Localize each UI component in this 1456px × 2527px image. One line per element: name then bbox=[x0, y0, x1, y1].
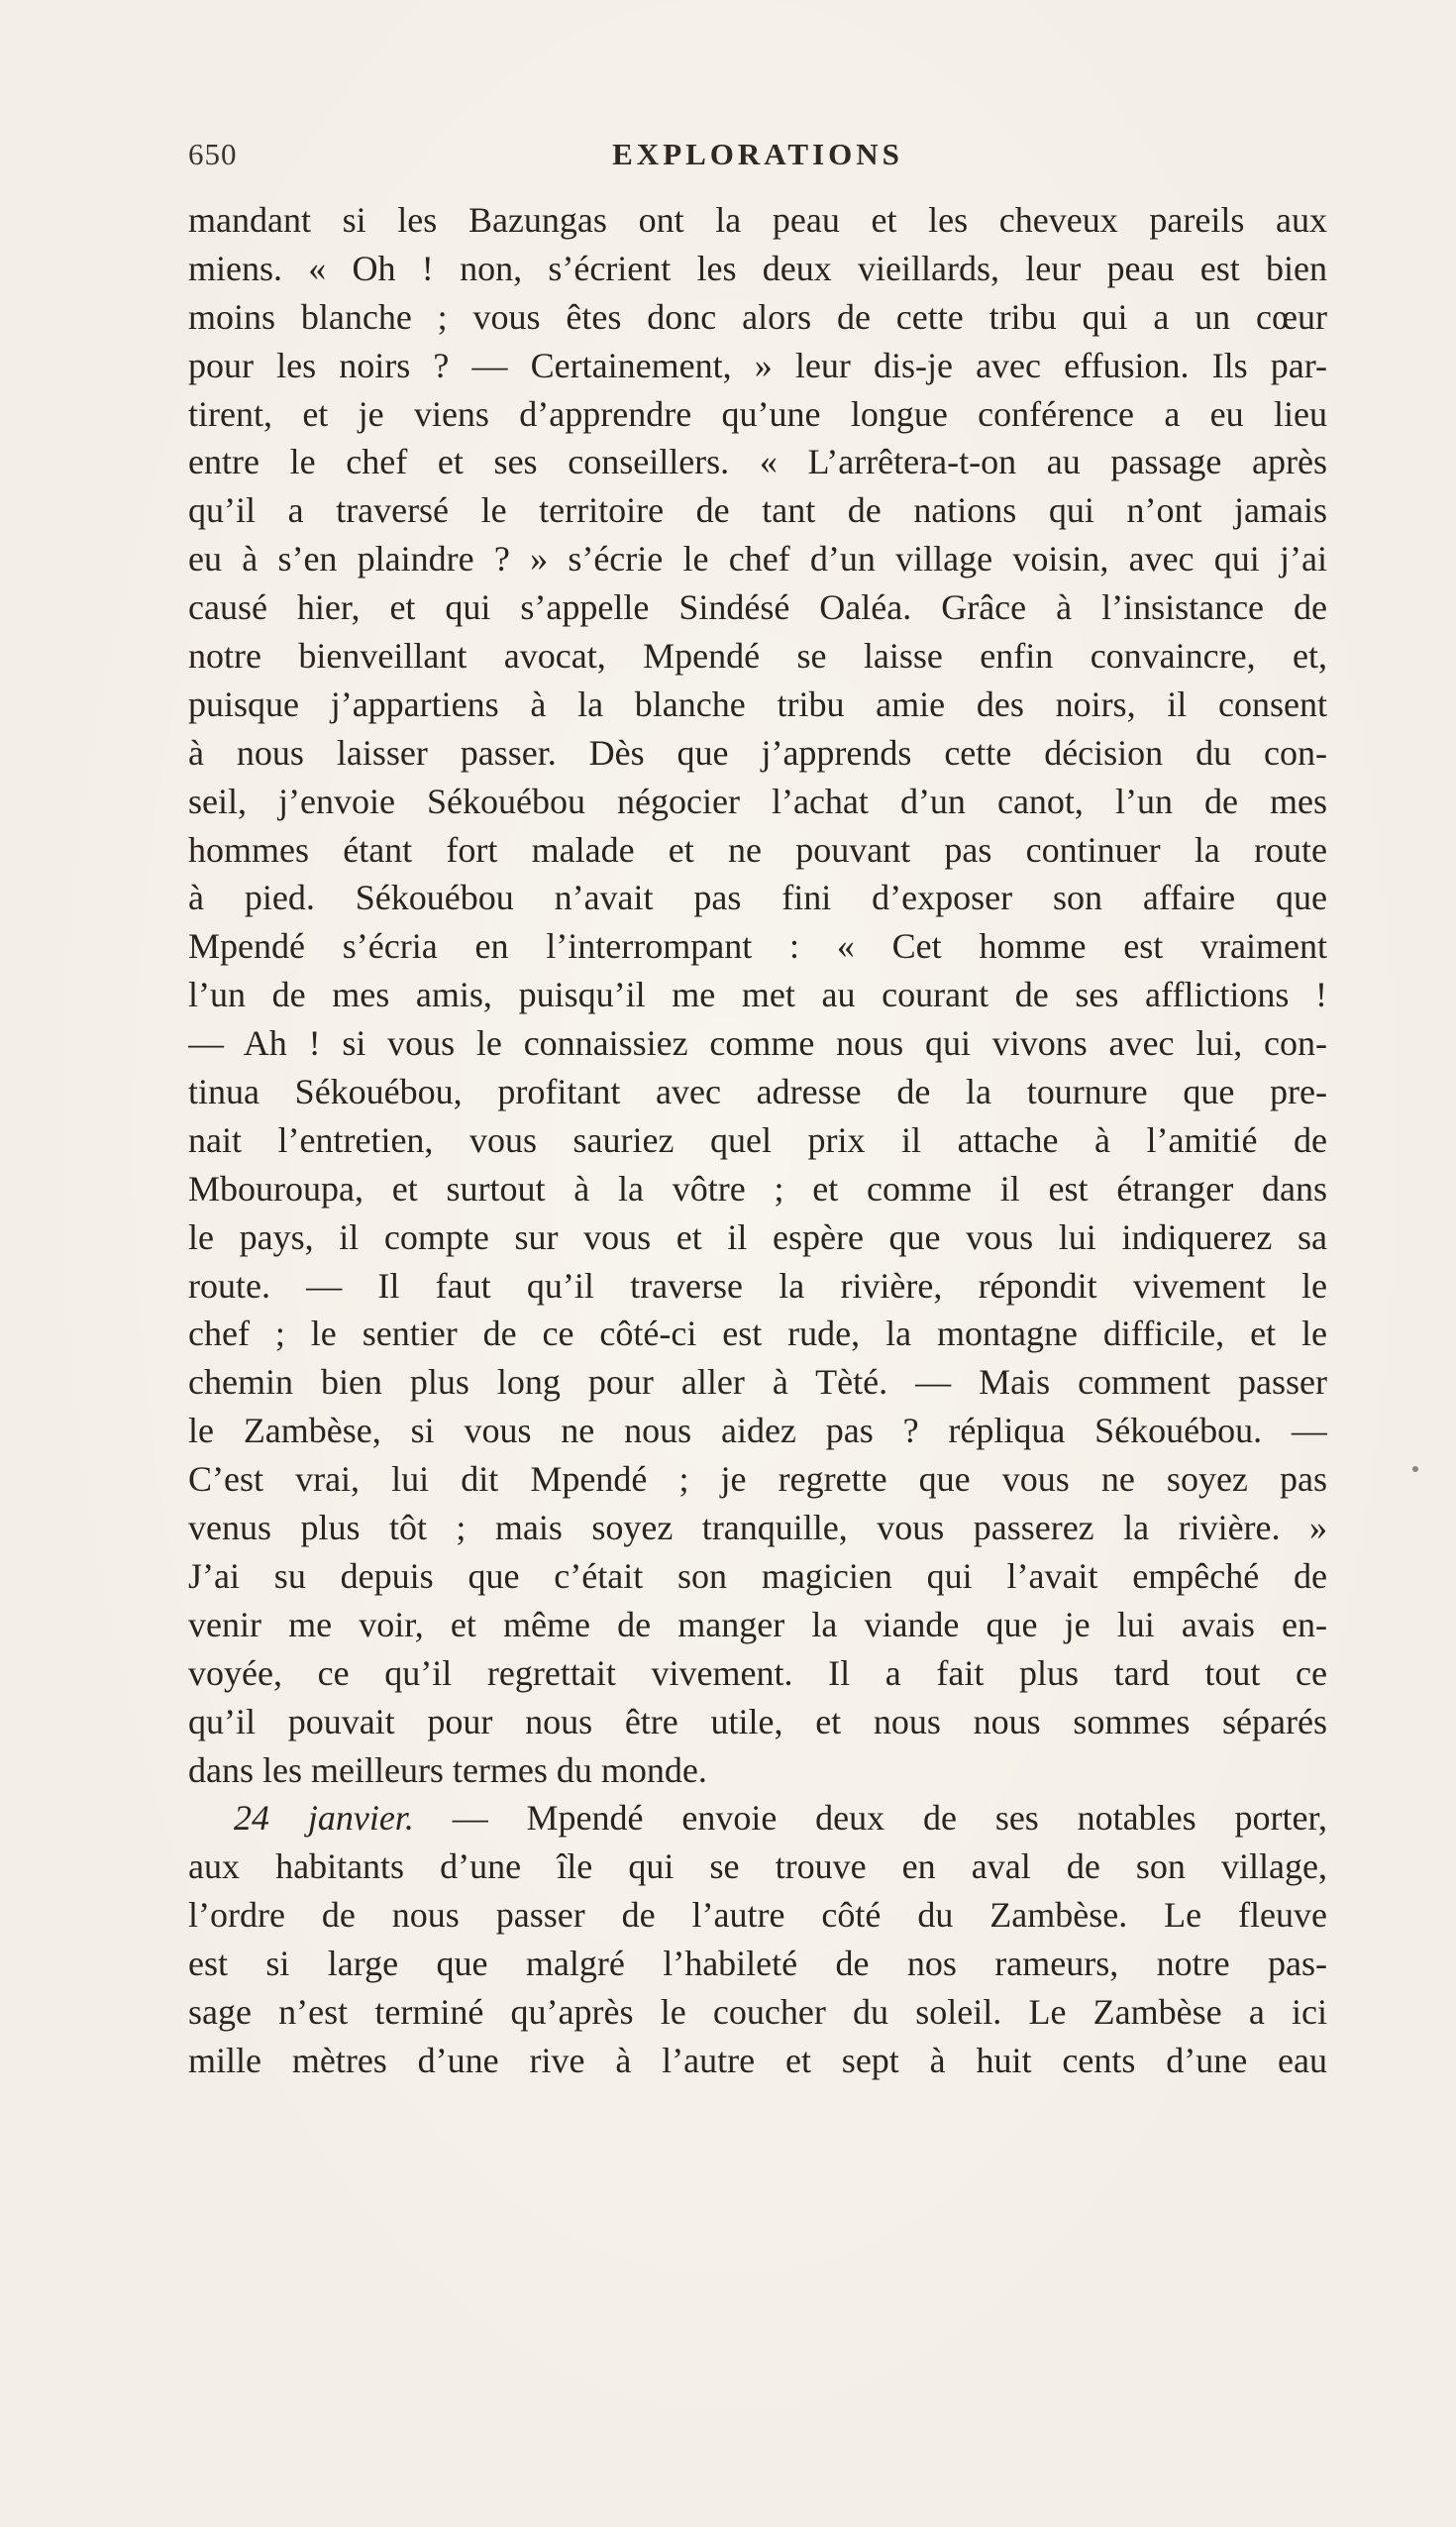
page-header bbox=[188, 137, 1327, 184]
text-line: à pied. Sékouébou n’avait pas fini d’exposer son affaire que bbox=[188, 878, 1327, 918]
text-line: à nous laisser passer. Dès que j’apprends cette décision du con- bbox=[188, 732, 1327, 773]
text-line: tinua Sékouébou, profitant avec adresse de la tournure que pre- bbox=[188, 1072, 1327, 1112]
text-line: dans les meilleurs termes du monde. bbox=[188, 1749, 707, 1790]
text-line: venir me voir, et même de manger la viande que je lui avais en- bbox=[188, 1604, 1327, 1644]
text-line: aux habitants d’une île qui se trouve en aval de son village, bbox=[188, 1846, 1327, 1887]
text-line: l’un de mes amis, puisqu’il me met au courant de ses afflictions ! bbox=[188, 975, 1327, 1015]
text-line: moins blanche ; vous êtes donc alors de cette tribu qui a un cœur bbox=[188, 296, 1327, 337]
text-line: venus plus tôt ; mais soyez tranquille, vous passerez la rivière. » bbox=[188, 1508, 1327, 1548]
paragraph-2 bbox=[188, 1794, 1327, 2084]
text-line: voyée, ce qu’il regrettait vivement. Il a fait plus tard tout ce bbox=[188, 1652, 1327, 1693]
text-line: Mpendé s’écria en l’interrompant : « Cet homme est vraiment bbox=[188, 926, 1327, 967]
text-line: tirent, et je viens d’apprendre qu’une longue conférence a eu lieu bbox=[188, 393, 1327, 434]
page-number: 650 bbox=[188, 137, 238, 171]
text-line: miens. « Oh ! non, s’écrient les deux vieillards, leur peau est bien bbox=[188, 248, 1327, 288]
text-line: route. — Il faut qu’il traverse la rivière, répondit vivement le bbox=[188, 1265, 1327, 1306]
text-line bbox=[188, 1794, 1327, 1843]
text-line: le pays, il compte sur vous et il espère que vous lui indiquerez sa bbox=[188, 1216, 1327, 1257]
running-head: EXPLORATIONS bbox=[612, 137, 903, 171]
text-line: C’est vrai, lui dit Mpendé ; je regrette que vous ne soyez pas bbox=[188, 1459, 1327, 1500]
text-line: causé hier, et qui s’appelle Sindésé Oaléa. Grâce à l’insistance de bbox=[188, 587, 1327, 628]
text-line: sage n’est terminé qu’après le coucher du soleil. Le Zambèse a ici bbox=[188, 1991, 1327, 2032]
text-line: nait l’entretien, vous sauriez quel prix il attache à l’amitié de bbox=[188, 1119, 1327, 1160]
paragraph-1 bbox=[188, 196, 1327, 1794]
text-line: chef ; le sentier de ce côté-ci est rude, la montagne difficile, et le bbox=[188, 1314, 1327, 1354]
text-line: qu’il pouvait pour nous être utile, et nous nous sommes séparés bbox=[188, 1701, 1327, 1741]
margin-speck bbox=[1412, 1466, 1418, 1472]
text-line: mandant si les Bazungas ont la peau et les cheveux pareils aux bbox=[188, 200, 1327, 240]
body-text bbox=[188, 196, 1327, 2085]
text-line: J’ai su depuis que c’était son magicien qui l’avait empêché de bbox=[188, 1555, 1327, 1596]
text-line: Mbouroupa, et surtout à la vôtre ; et comme il est étranger dans bbox=[188, 1168, 1327, 1209]
text-line: est si large que malgré l’habileté de nos rameurs, notre pas- bbox=[188, 1944, 1327, 1984]
date-label: 24 janvier. bbox=[234, 1798, 414, 1839]
text-line: chemin bien plus long pour aller à Tèté. — Mais comment passer bbox=[188, 1362, 1327, 1403]
text-line: hommes étant fort malade et ne pouvant pas continuer la route bbox=[188, 829, 1327, 870]
text-line: puisque j’appartiens à la blanche tribu amie des noirs, il consent bbox=[188, 684, 1327, 724]
text-line: eu à s’en plaindre ? » s’écrie le chef d’un village voisin, avec qui j’ai bbox=[188, 539, 1327, 579]
text-line: — Ah ! si vous le connaissiez comme nous qui vivons avec lui, con- bbox=[188, 1023, 1327, 1064]
text-line: entre le chef et ses conseillers. « L’arrêtera-t-on au passage après bbox=[188, 442, 1327, 482]
text-line: seil, j’envoie Sékouébou négocier l’achat d’un canot, l’un de mes bbox=[188, 781, 1327, 821]
text-line: l’ordre de nous passer de l’autre côté du Zambèse. Le fleuve bbox=[188, 1895, 1327, 1936]
text-line-rest: — Mpendé envoie deux de ses notables porter, bbox=[413, 1798, 1327, 1839]
text-line: le Zambèse, si vous ne nous aidez pas ? répliqua Sékouébou. — bbox=[188, 1411, 1327, 1451]
text-line: pour les noirs ? — Certainement, » leur dis-je avec effusion. Ils par- bbox=[188, 345, 1327, 385]
text-line: qu’il a traversé le territoire de tant de nations qui n’ont jamais bbox=[188, 490, 1327, 531]
text-line: mille mètres d’une rive à l’autre et sept à huit cents d’une eau bbox=[188, 2040, 1327, 2080]
text-line: notre bienveillant avocat, Mpendé se laisse enfin convaincre, et, bbox=[188, 636, 1327, 677]
